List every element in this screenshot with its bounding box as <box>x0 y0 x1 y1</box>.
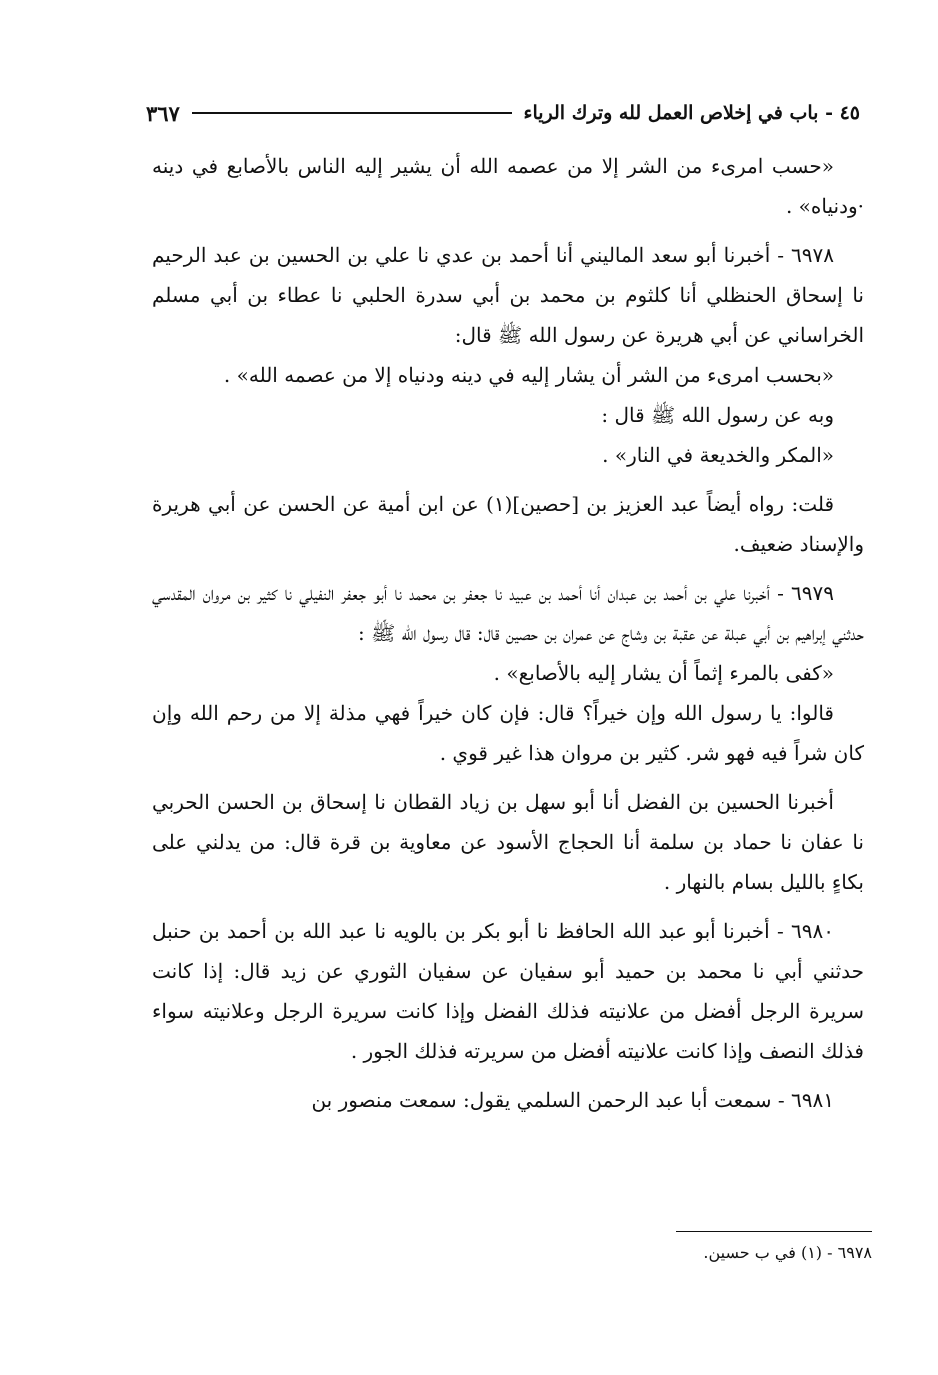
quote-paragraph: «كفى بالمرء إثماً أن يشار إليه بالأصابع» . <box>493 661 834 685</box>
narration-paragraph: أخبرنا الحسين بن الفضل أنا أبو سهل بن زياد القطان نا إسحاق بن الحسن الحربي نا عفان نا حماد بن سلمة أنا الحجاج الأسود عن معاوية بن قرة قال: من يدلني على بكاءٍ بالليل بسام بالنهار . <box>152 790 864 894</box>
chapter-title: ٤٥ - باب في إخلاص العمل لله وترك الرياء <box>523 102 860 124</box>
hadith-6979: ٦٩٧٩ - أخبرنا علي بن أحمد بن عبدان أنا أحمد بن عبيد نا جعفر بن محمد نا أبو جعفر النفيلي نا كثير بن مروان المقدسي حدثني إبراهيم بن أبي عبلة عن عقبة بن وشاج عن عمران بن حصين قال: قال رسول الله ﷺ : <box>152 581 864 645</box>
footnote: ٦٩٧٨ - (١) في ب حسين. <box>703 1243 872 1262</box>
footnote-rule <box>676 1231 872 1232</box>
hadith-6978: ٦٩٧٨ - أخبرنا أبو سعد الماليني أنا أحمد بن عدي نا علي بن الحسين بن عبد الرحيم نا إسحاق الحنظلي أنا كلثوم بن محمد بن أبي سدرة الحلبي نا عطاء بن أبي مسلم الخراساني عن أبي هريرة عن رسول الله ﷺ قال: <box>152 243 864 347</box>
page-number: ٣٦٧ <box>146 100 180 126</box>
narration-line: وبه عن رسول الله ﷺ قال : <box>601 403 834 427</box>
commentary-paragraph: قالوا: يا رسول الله وإن خيراً؟ قال: فإن كان خيراً فهي مذلة إلا من رحم الله وإن كان شراً فيه فهو شر. كثير بن مروان هذا غير قوي . <box>152 701 864 765</box>
hadith-6980: ٦٩٨٠ - أخبرنا أبو عبد الله الحافظ نا أبو بكر بن بالويه نا عبد الله بن أحمد بن حنبل حدثني أبي نا محمد بن حميد أبو سفيان عن سفيان الثوري عن زيد قال: إذا كانت سريرة الرجل أفضل من علانيته فذلك الفضل وإذا كانت سريرة الرجل وعلانيته سواء فذلك النصف وإذا كانت علانيته أفضل من سريرته فذلك الجور . <box>152 919 864 1063</box>
running-header <box>146 95 860 131</box>
hadith-6981: ٦٩٨١ - سمعت أبا عبد الرحمن السلمي يقول: سمعت منصور بن <box>311 1088 834 1112</box>
quote-paragraph: «حسب امرىء من الشر إلا من عصمه الله أن يشير إليه الناس بالأصابع في دينه ·ودنياه» . <box>152 154 864 218</box>
quote-paragraph: «المكر والخديعة في النار» . <box>602 443 834 467</box>
main-text <box>152 146 864 1120</box>
quote-paragraph: «بحسب امرىء من الشر أن يشار إليه في دينه ودنياه إلا من عصمه الله» . <box>223 363 834 387</box>
commentary-paragraph: قلت: رواه أيضاً عبد العزيز بن [حصين](١) عن ابن أمية عن الحسن عن أبي هريرة والإسناد ضعيف. <box>152 492 864 556</box>
header-rule <box>192 112 512 114</box>
